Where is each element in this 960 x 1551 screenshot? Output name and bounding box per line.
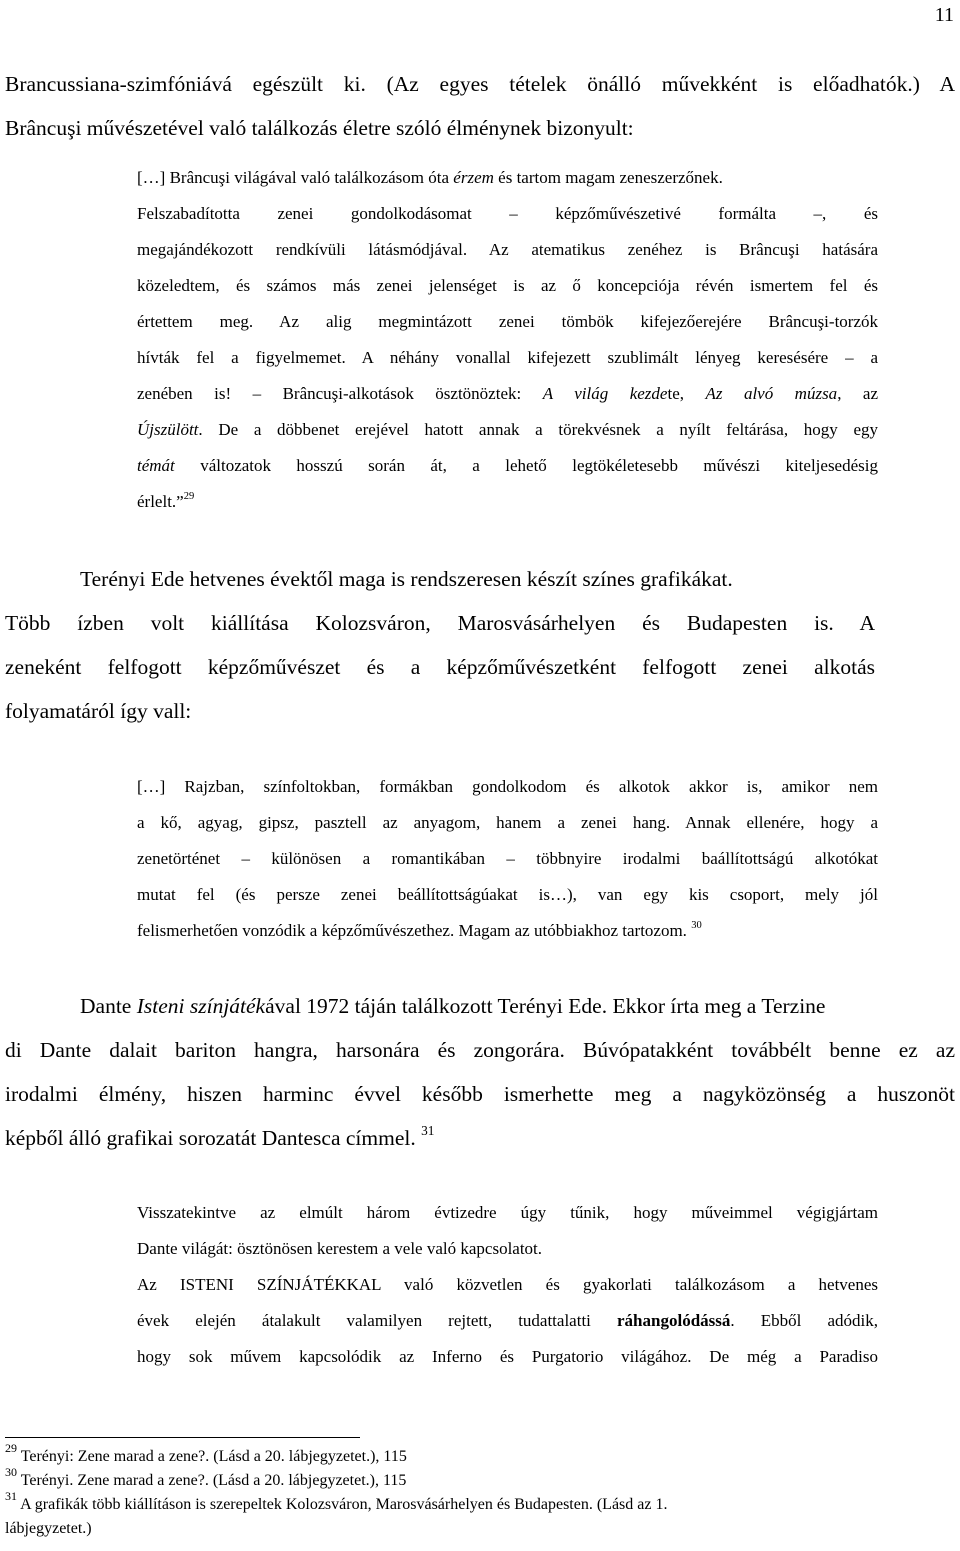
paragraph-line: Dante Isteni színjátékával 1972 táján találkozott Terényi Ede. Ekkor írta meg a Terzine (80, 994, 826, 1018)
quote-line: a kő, agyag, gipsz, pasztell az anyagom, hanem a zenei hang. Annak ellenére, hogy a (137, 813, 878, 832)
footnote-continuation: lábjegyzetet.) (5, 1520, 92, 1537)
quote-line: Visszatekintve az elmúlt három évtizedre úgy tűnik, hogy műveimmel végigjártam (137, 1203, 878, 1222)
quote-line: […] Brâncuşi világával való találkozásom óta érzem és tartom magam zeneszerzőnek. (137, 168, 723, 187)
quote-line: mutat fel (és persze zenei beállítottságúakat is…), van egy kis csoport, mely jól (137, 885, 878, 904)
paragraph-line: Brancussiana-szimfóniává egészült ki. (Az egyes tételek önálló művekként is előadhatók.) A (5, 72, 955, 96)
quote-line: évek elején átalakult valamilyen rejtett, tudattalatti ráhangolódássá. Ebből adódik, (137, 1311, 878, 1330)
footnote-ref: 31 (421, 1123, 435, 1139)
quote-line: közeledtem, és számos más zenei jelenséget is az ő koncepciója révén ismertem fel és (137, 276, 878, 295)
quote-line: Az ISTENI SZÍNJÁTÉKKAL való közvetlen és gyakorlati találkozásom a hetvenes (137, 1275, 878, 1294)
paragraph-line: zeneként felfogott képzőművészet és a képzőművészetként felfogott zenei alkotás (5, 655, 875, 679)
page-number: 11 (934, 4, 954, 26)
footnote: $^{29}$ Terényi: Zene marad a zene?. (Lásd a 20. lábjegyzetet.), 115 (5, 1441, 407, 1465)
quote-line: Újszülött. De a döbbenet erejével hatott annak a törekvésnek a nyílt feltárása, hogy egy (137, 420, 878, 439)
quote-line: megajándékozott rendkívüli látásmódjával. Az atematikus zenéhez is Brâncuşi hatására (137, 240, 878, 259)
paragraph-line: Brâncuşi művészetével való találkozás életre szóló élménynek bizonyult: (5, 116, 634, 140)
footnote: $^{30}$ Terényi. Zene marad a zene?. (Lásd a 20. lábjegyzetet.), 115 (5, 1465, 407, 1489)
paragraph-line: di Dante dalait bariton hangra, harsonára és zongorára. Búvópatakként továbbélt benne ez az (5, 1038, 955, 1062)
footnote: $^{31}$ A grafikák több kiállításon is szerepeltek Kolozsváron, Marosvásárhelyen és Budapesten. (Lásd az 1. (5, 1489, 668, 1513)
quote-line: hívták fel a figyelmemet. A néhány vonallal kifejezett szublimált lényeg keresésére – a (137, 348, 878, 367)
quote-line: zenében is! – Brâncuşi-alkotások ösztönöztek: A világ kezdete, Az alvó múzsa, az (137, 384, 878, 403)
quote-line: hogy sok művem kapcsolódik az Inferno és Purgatorio világához. De még a Paradiso (137, 1347, 878, 1366)
paragraph-line: irodalmi élmény, hiszen harminc évvel később ismerhette meg a nagyközönség a huszonöt (5, 1082, 955, 1106)
paragraph-line: Több ízben volt kiállítása Kolozsváron, Marosvásárhelyen és Budapesten is. A (5, 611, 875, 635)
quote-line: Felszabadította zenei gondolkodásomat – képzőművészetivé formálta –, és (137, 204, 878, 223)
quote-line: […] Rajzban, színfoltokban, formákban gondolkodom és alkotok akkor is, amikor nem (137, 777, 878, 796)
quote-line: felismerhetően vonzódik a képzőművészethez. Magam az utóbbiakhoz tartozom. $^{30}$ (137, 920, 702, 940)
footnote-ref: 30 (691, 920, 702, 932)
quote-line: értettem meg. Az alig megmintázott zenei tömbök kifejezőerejére Brâncuşi-torzók (137, 312, 878, 331)
paragraph-line: képből álló grafikai sorozatát Dantesca címmel. $^{31}$ (5, 1123, 435, 1150)
quote-line: zenetörténet – különösen a romantikában – többnyire irodalmi baállítottságú alkotókat (137, 849, 878, 868)
footnote-separator (5, 1437, 360, 1438)
paragraph-line: folyamatáról így vall: (5, 699, 192, 723)
footnote-ref: 29 (183, 491, 195, 503)
quote-line: érlelt.”$^{29}$ (137, 491, 195, 511)
quote-line: témát változatok hosszú során át, a lehető legtökéletesebb művészi kiteljesedésig (137, 456, 878, 475)
quote-line: Dante világát: ösztönösen kerestem a vele való kapcsolatot. (137, 1239, 543, 1258)
paragraph-line: Terényi Ede hetvenes évektől maga is rendszeresen készít színes grafikákat. (80, 567, 733, 591)
